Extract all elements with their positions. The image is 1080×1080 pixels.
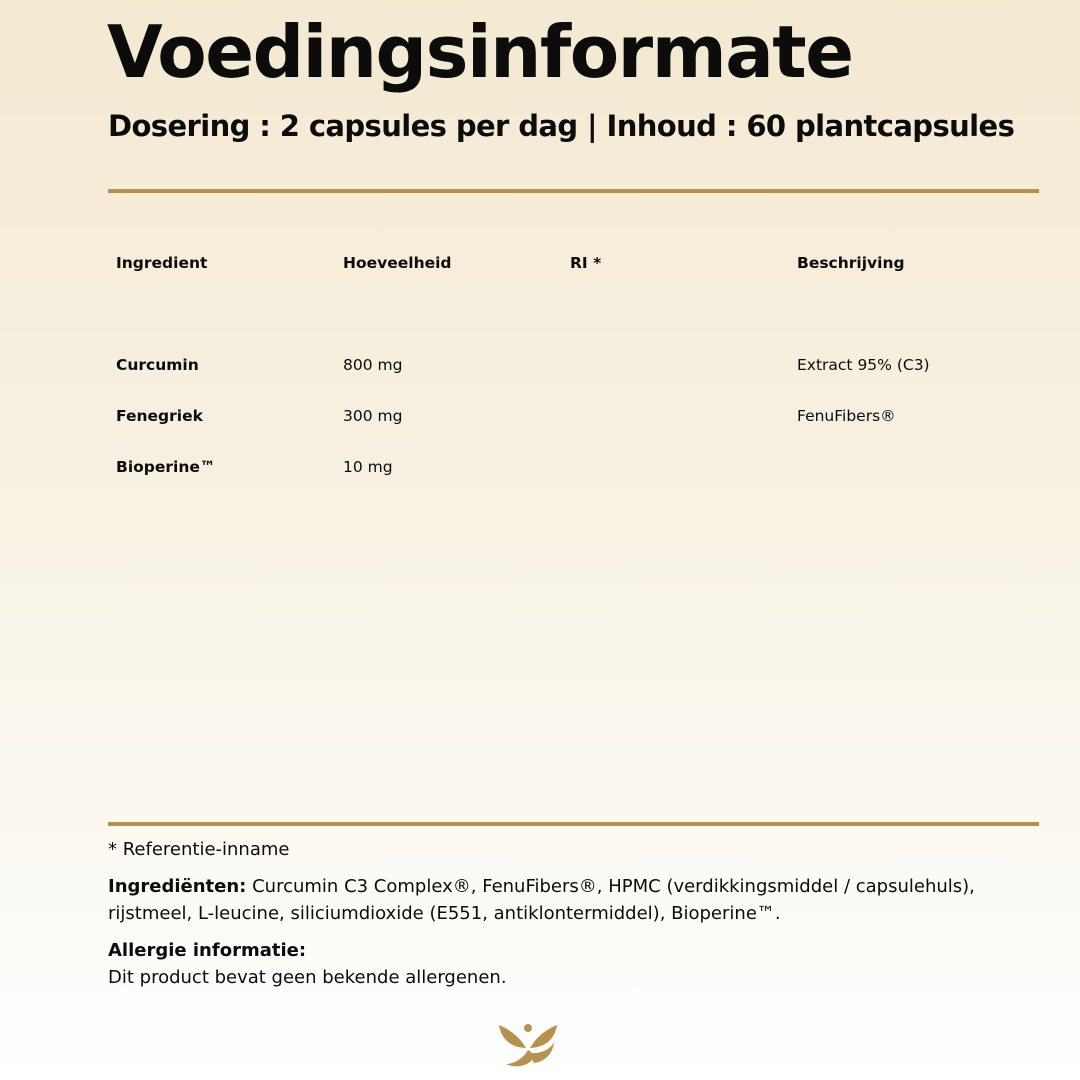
ingredients-label: Ingrediënten: — [108, 876, 247, 897]
nutrition-table — [116, 250, 1026, 505]
allergy-text: Dit product bevat geen bekende allergenen. — [108, 967, 507, 988]
table-row — [116, 454, 1026, 480]
ingredient-amount: 10 mg — [343, 458, 393, 476]
ingredient-description: FenuFibers® — [797, 407, 896, 425]
column-header-ingredient: Ingredient — [116, 254, 208, 272]
column-header-ri: RI * — [570, 254, 602, 272]
ingredients-paragraph — [108, 873, 1038, 927]
allergy-label: Allergie informatie: — [108, 940, 307, 961]
ingredient-name: Fenegriek — [116, 407, 203, 425]
bottom-divider — [108, 822, 1039, 826]
ingredient-name: Bioperine™ — [116, 458, 216, 476]
leaf-sprout-logo-icon — [498, 1020, 558, 1070]
ingredients-text: Curcumin C3 Complex®, FenuFibers®, HPMC (verdikkingsmiddel / capsulehuls), rijstmeel, L-leucine, siliciumdioxide (E551, antiklontermiddel), Bioperine™. — [108, 876, 975, 924]
column-header-description: Beschrijving — [797, 254, 905, 272]
table-row — [116, 352, 1026, 378]
ingredient-amount: 800 mg — [343, 356, 403, 374]
ingredient-name: Curcumin — [116, 356, 199, 374]
page-title: Voedingsinformate — [107, 10, 853, 94]
table-row — [116, 403, 1026, 429]
ri-footnote: * Referentie-inname — [108, 839, 290, 860]
ingredient-description: Extract 95% (C3) — [797, 356, 930, 374]
column-header-amount: Hoeveelheid — [343, 254, 452, 272]
dosage-subtitle: Dosering : 2 capsules per dag | Inhoud : 60 plantcapsules — [108, 109, 1015, 143]
table-header-row — [116, 250, 1026, 276]
ingredient-amount: 300 mg — [343, 407, 403, 425]
top-divider — [108, 189, 1039, 193]
